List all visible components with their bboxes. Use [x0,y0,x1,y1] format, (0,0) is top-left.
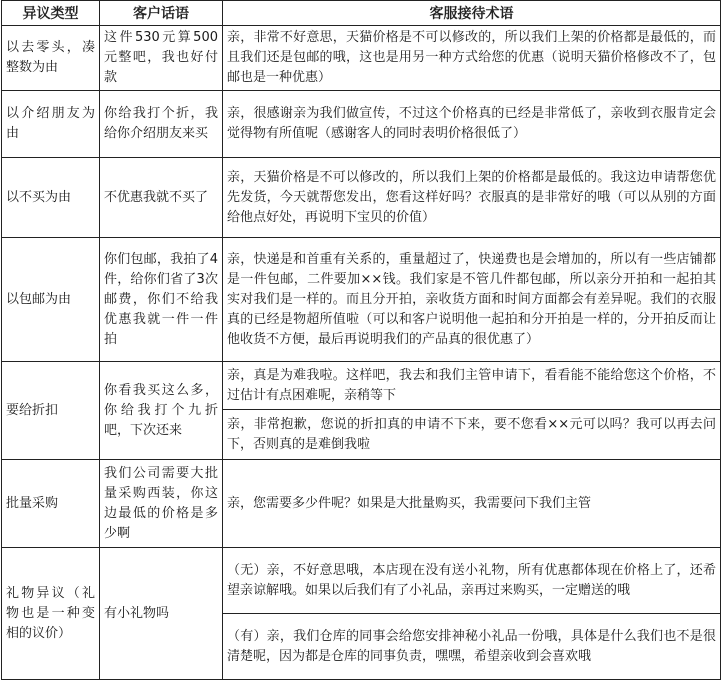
customer-words-cell: 我们公司需要大批量采购西装，你这边最低的价格是多少啊 [100,460,223,548]
customer-words-cell: 你看我买这么多，你给我打个九折吧，下次还来 [100,362,223,460]
table-row [2,158,721,238]
service-script-cell: （无）亲，不好意思哦，本店现在没有送小礼物，所有优惠都体现在价格上了，还希望亲谅解哦。如果以后我们有了小礼品，亲再过来购买，一定赠送的哦 [223,548,721,614]
service-script-cell: 亲，非常抱歉，您说的折扣真的申请不下来，要不您看××元可以吗？我可以再去问下，否则真的是难倒我啦 [223,410,721,460]
objection-type-cell: 以包邮为由 [2,238,100,362]
service-script-cell: 亲，真是为难我啦。这样吧，我去和我们主管申请下，看看能不能给您这个价格，不过估计有点困难呢，亲稍等下 [223,362,721,410]
table-row [2,362,721,410]
service-script-cell: 亲，快递是和首重有关系的，重量超过了，快递费也是会增加的，所以有一些店铺都是一件包邮，二件要加××钱。我们家是不管几件都包邮，所以亲分开拍和一起拍其实对我们是一样的。而且分开拍，亲收货方面和时间方面都会有差异呢。我们的衣服真的已经是物超所值啦（可以和客户说明他一起拍和分开拍是一样的，分开拍反而让他收货不方便，最后再说明我们的产品真的很优惠了） [223,238,721,362]
objection-type-cell: 要给折扣 [2,362,100,460]
service-script-cell: （有）亲，我们仓库的同事会给您安排神秘小礼品一份哦，具体是什么我们也不是很清楚呢，因为都是仓库的同事负责，嘿嘿，希望亲收到会喜欢哦 [223,614,721,680]
objection-type-cell: 礼物异议（礼物也是一种变相的议价） [2,548,100,680]
service-script-cell: 亲，您需要多少件呢？如果是大批量购买，我需要问下我们主管 [223,460,721,548]
customer-words-cell: 这件530元算500元整吧，我也好付款 [100,26,223,91]
table-row [2,91,721,158]
customer-words-cell: 不优惠我就不买了 [100,158,223,238]
header-objection-type: 异议类型 [2,1,100,26]
header-row [2,1,721,26]
objection-type-cell: 以介绍朋友为由 [2,91,100,158]
customer-words-cell: 有小礼物吗 [100,548,223,680]
table-row [2,26,721,91]
objection-script-table [1,0,721,680]
customer-words-cell: 你给我打个折，我给你介绍朋友来买 [100,91,223,158]
table-row [2,548,721,614]
table-row [2,238,721,362]
objection-type-cell: 以去零头，凑整数为由 [2,26,100,91]
header-service-script: 客服接待术语 [223,1,721,26]
objection-type-cell: 以不买为由 [2,158,100,238]
header-customer-words: 客户话语 [100,1,223,26]
service-script-cell: 亲，很感谢亲为我们做宣传，不过这个价格真的已经是非常低了，亲收到衣服肯定会觉得物有所值呢（感谢客人的同时表明价格很低了） [223,91,721,158]
service-script-cell: 亲，天猫价格是不可以修改的，所以我们上架的价格都是最低的。我这边申请帮您优先发货，今天就帮您发出，您看这样好吗？衣服真的是非常好的哦（可以从别的方面给他点好处，再说明下宝贝的价值） [223,158,721,238]
service-script-cell: 亲，非常不好意思，天猫价格是不可以修改的，所以我们上架的价格都是最低的，而且我们还是包邮的哦，这也是用另一种方式给您的优惠（说明天猫价格修改不了，包邮也是一种优惠） [223,26,721,91]
table-row [2,460,721,548]
customer-words-cell: 你们包邮，我拍了4件，给你们省了3次邮费，你们不给我优惠我就一件一件拍 [100,238,223,362]
objection-type-cell: 批量采购 [2,460,100,548]
